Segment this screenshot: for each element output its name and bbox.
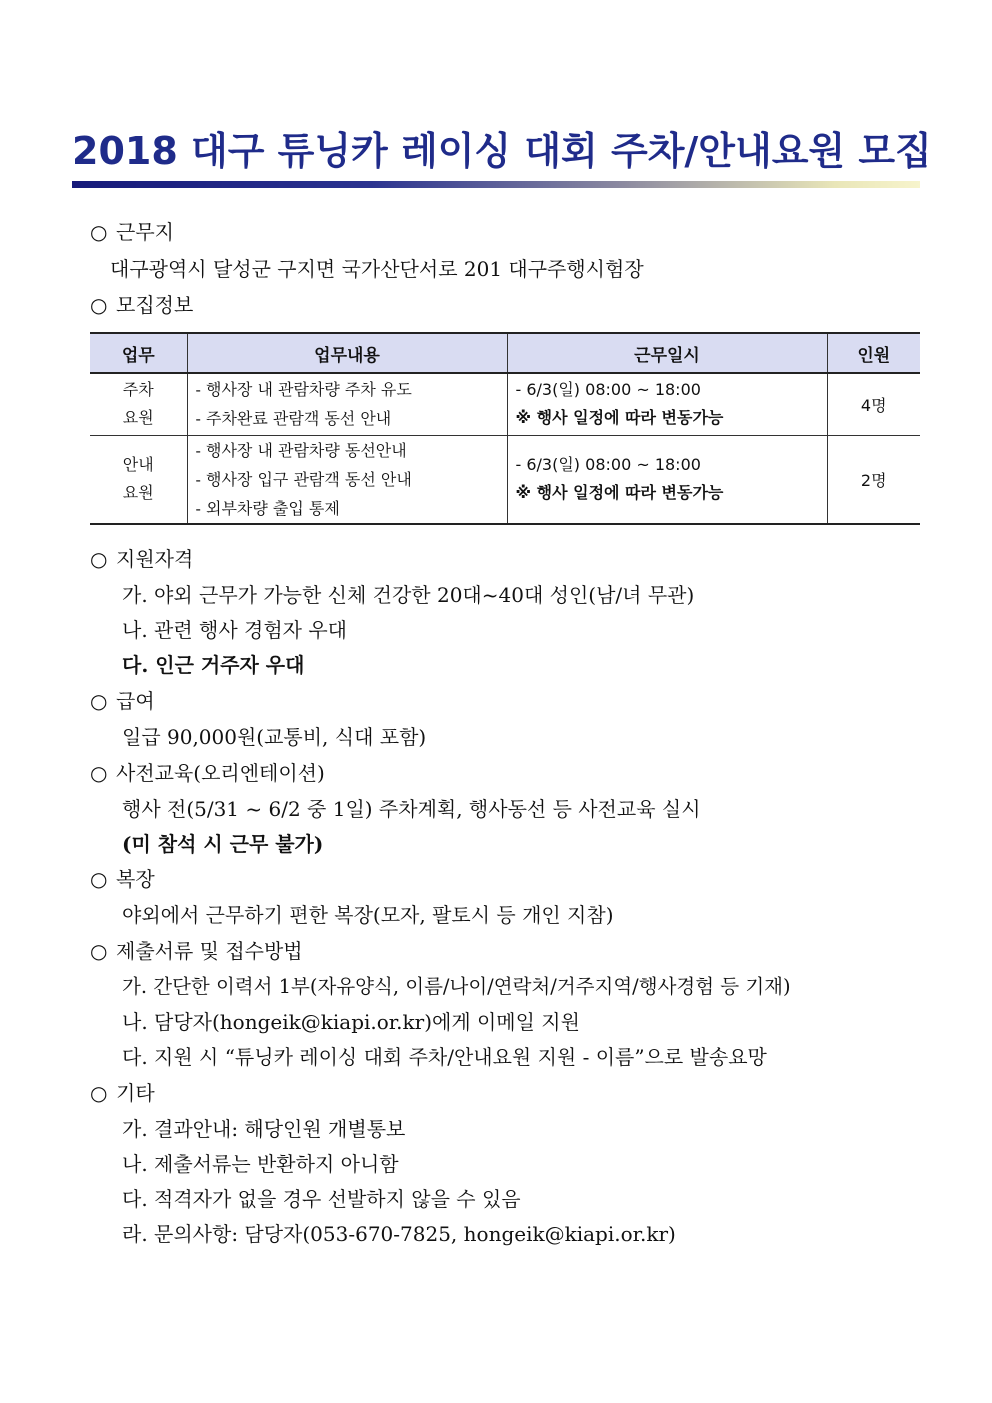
list-item: 다. 인근 거주자 우대 — [122, 653, 305, 677]
training-warning: (미 참석 시 근무 불가) — [122, 832, 324, 856]
table-row — [90, 373, 920, 435]
section-etc-heading: ○ 기타 — [90, 1081, 155, 1105]
table-row — [90, 435, 920, 524]
section-training-heading: ○ 사전교육(오리엔테이션) — [90, 761, 325, 785]
recruit-table — [90, 332, 920, 525]
list-item: 나. 관련 행사 경험자 우대 — [122, 618, 347, 642]
count-cell: 2명 — [827, 435, 920, 524]
column-header: 인원 — [827, 333, 920, 373]
circle-bullet-icon: ○ — [90, 293, 108, 317]
circle-bullet-icon: ○ — [90, 1081, 108, 1105]
circle-bullet-icon: ○ — [90, 939, 108, 963]
time-cell: - 6/3(일) 08:00 ~ 18:00 ※ 행사 일정에 따라 변동가능 — [507, 373, 827, 435]
tasks-cell: - 행사장 내 관람차량 동선안내 - 행사장 입구 관람객 동선 안내 - 외부차량 출입 통제 — [187, 435, 507, 524]
column-header: 업무내용 — [187, 333, 507, 373]
list-item: 가. 결과안내: 해당인원 개별통보 — [122, 1117, 406, 1141]
section-pay-heading: ○ 급여 — [90, 689, 155, 713]
pay-text: 일급 90,000원(교통비, 식대 포함) — [122, 725, 427, 749]
section-dress-heading: ○ 복장 — [90, 867, 155, 891]
circle-bullet-icon: ○ — [90, 867, 108, 891]
list-item: 다. 지원 시 “튜닝카 레이싱 대회 주차/안내요원 지원 - 이름”으로 발송요망 — [122, 1045, 767, 1069]
dress-text: 야외에서 근무하기 편한 복장(모자, 팔토시 등 개인 지참) — [122, 903, 614, 927]
section-submission-heading: ○ 제출서류 및 접수방법 — [90, 939, 303, 963]
time-cell: - 6/3(일) 08:00 ~ 18:00 ※ 행사 일정에 따라 변동가능 — [507, 435, 827, 524]
table-header-row — [90, 333, 920, 373]
section-qualification-heading: ○ 지원자격 — [90, 547, 194, 571]
section-recruit-heading: ○ 모집정보 — [90, 293, 194, 317]
list-item: 다. 적격자가 없을 경우 선발하지 않을 수 있음 — [122, 1187, 521, 1211]
title-underline — [72, 181, 920, 188]
circle-bullet-icon: ○ — [90, 761, 108, 785]
column-header: 근무일시 — [507, 333, 827, 373]
schedule-note: ※ 행사 일정에 따라 변동가능 — [515, 483, 724, 502]
list-item: 라. 문의사항: 담당자(053-670-7825, hongeik@kiapi.or.kr) — [122, 1222, 676, 1246]
section-workplace-heading: ○ 근무지 — [90, 220, 174, 244]
circle-bullet-icon: ○ — [90, 689, 108, 713]
page-title: 2018 대구 튜닝카 레이싱 대회 주차/안내요원 모집 — [72, 129, 932, 173]
list-item: 나. 담당자(hongeik@kiapi.or.kr)에게 이메일 지원 — [122, 1010, 580, 1034]
list-item: 가. 야외 근무가 가능한 신체 건강한 20대~40대 성인(남/녀 무관) — [122, 583, 695, 607]
role-cell: 주차 요원 — [90, 373, 187, 435]
count-cell: 4명 — [827, 373, 920, 435]
column-header: 업무 — [90, 333, 187, 373]
circle-bullet-icon: ○ — [90, 547, 108, 571]
schedule-note: ※ 행사 일정에 따라 변동가능 — [515, 408, 724, 428]
workplace-address: 대구광역시 달성군 구지면 국가산단서로 201 대구주행시험장 — [110, 257, 644, 281]
list-item: 나. 제출서류는 반환하지 아니함 — [122, 1152, 399, 1176]
training-text: 행사 전(5/31 ~ 6/2 중 1일) 주차계획, 행사동선 등 사전교육 실시 — [122, 797, 701, 821]
list-item: 가. 간단한 이력서 1부(자유양식, 이름/나이/연락처/거주지역/행사경험 등 기재) — [122, 975, 791, 998]
role-cell: 안내 요원 — [90, 435, 187, 524]
tasks-cell: - 행사장 내 관람차량 주차 유도 - 주차완료 관람객 동선 안내 — [187, 373, 507, 435]
circle-bullet-icon: ○ — [90, 220, 108, 244]
